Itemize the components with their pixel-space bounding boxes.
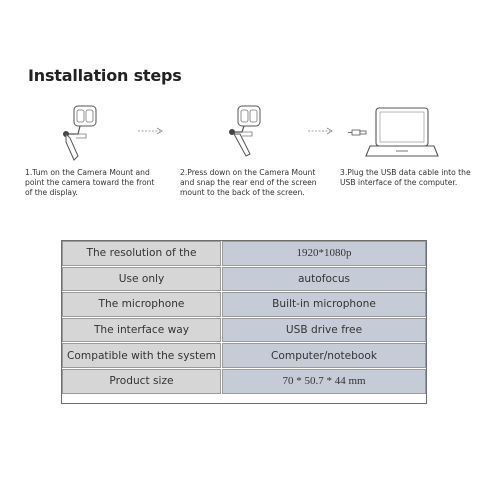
text-line: USB interface of the computer.	[340, 178, 458, 187]
spec-value: 1920*1080p	[222, 241, 427, 267]
spec-label: The resolution of the	[62, 241, 222, 267]
page-title: Installation steps	[28, 66, 182, 85]
spec-label: Compatible with the system	[62, 343, 222, 369]
usb-laptop-illustration	[348, 104, 440, 162]
text-line: mount to the back of the screen.	[180, 188, 305, 197]
spec-value: USB drive free	[222, 317, 427, 343]
text-line: point the camera toward the front	[25, 178, 155, 187]
spec-label: Use only	[62, 266, 222, 292]
arrow-right-icon	[136, 126, 166, 136]
spec-label: Product size	[62, 368, 222, 394]
step-2-text	[180, 168, 330, 198]
table-row	[62, 266, 427, 292]
step-3-text	[340, 168, 480, 188]
spec-value: autofocus	[222, 266, 427, 292]
spec-value: Computer/notebook	[222, 343, 427, 369]
table-row	[62, 368, 427, 394]
table-row	[62, 292, 427, 318]
text-line: 2.Press down on the Camera Mount	[180, 168, 316, 177]
table-row	[62, 241, 427, 267]
arrow-right-icon	[306, 126, 336, 136]
spec-label: The microphone	[62, 292, 222, 318]
spec-table	[61, 240, 427, 395]
table-row	[62, 317, 427, 343]
webcam-mount-illustration-2	[222, 104, 270, 164]
text-line: of the display.	[25, 188, 78, 197]
spec-value: 70 * 50.7 * 44 mm	[222, 368, 427, 394]
text-line: and snap the rear end of the screen	[180, 178, 317, 187]
step-1-text	[25, 168, 165, 198]
spec-value: Built-in microphone	[222, 292, 427, 318]
spec-label: The interface way	[62, 317, 222, 343]
table-row	[62, 343, 427, 369]
text-line: 3.Plug the USB data cable into the	[340, 168, 471, 177]
text-line: 1.Tum on the Camera Mount and	[25, 168, 150, 177]
webcam-mount-illustration-1	[56, 104, 104, 164]
